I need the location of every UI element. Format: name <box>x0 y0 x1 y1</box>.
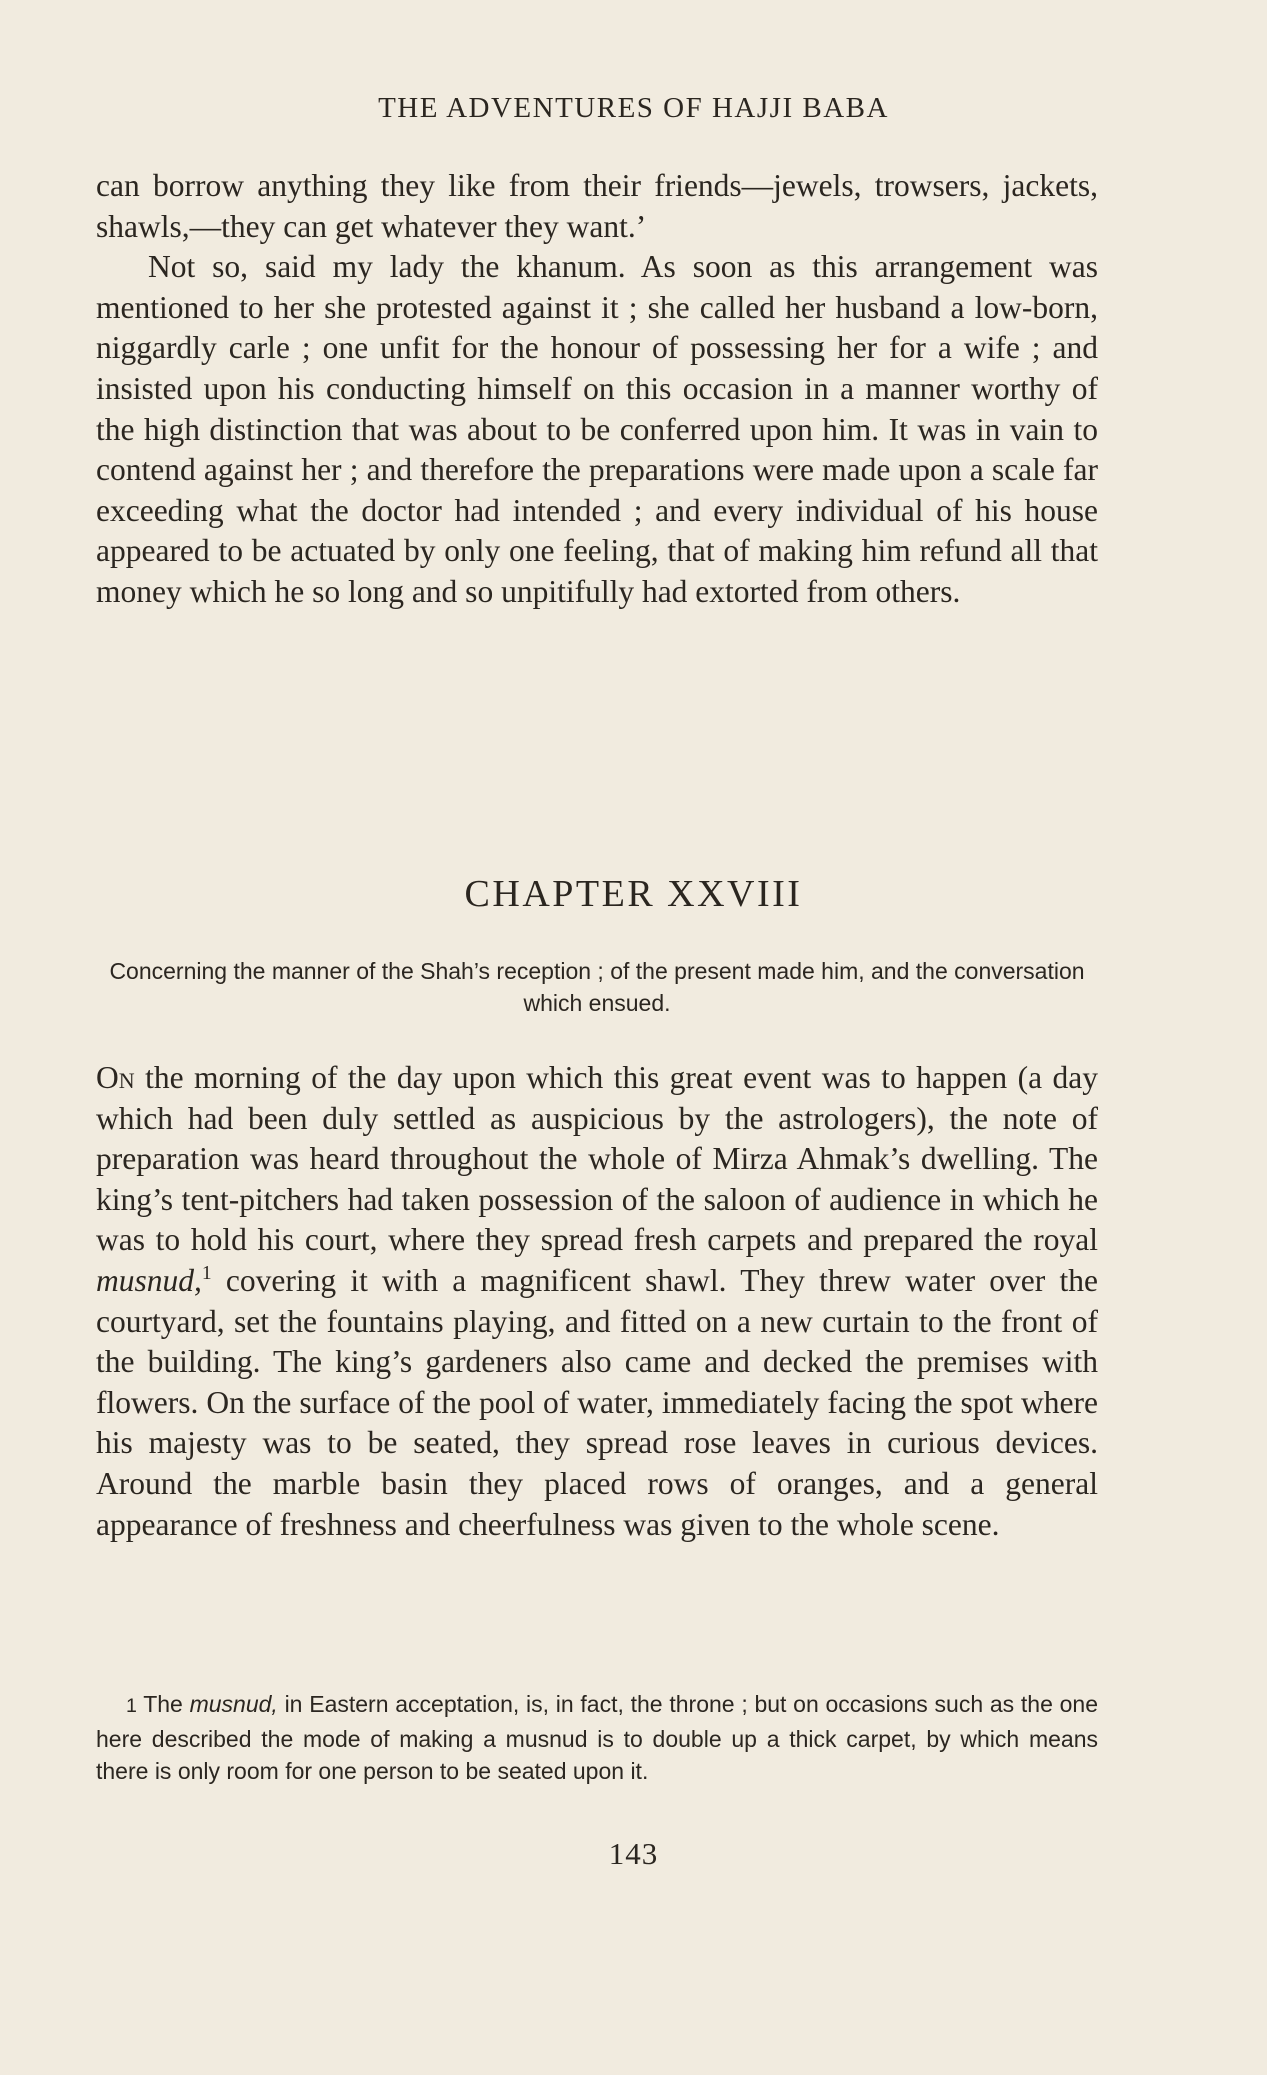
text-segment: covering it with a magnificent shawl. They threw water over the courtyard, set the fountains playing, and fitted on a new curtain to the front of the building. The king’s gardeners also came and decked the premises with flowers. On the surface of the pool of water, immediately facing the spot where his majesty was to be seated, they spread rose leaves in curious devices. Around the marble basin they placed rows of oranges, and a general appearance of freshness and cheerfulness was given to the whole scene. <box>96 1262 1098 1542</box>
continuation-text <box>96 166 1098 613</box>
text-segment: The <box>143 1691 190 1717</box>
chapter-text <box>96 1058 1098 1545</box>
paragraph: can borrow anything they like from their friends—jewels, trowsers, jackets, shawls,—they can get whatever they want.’ <box>96 168 1098 244</box>
page-number: 143 <box>608 1836 659 1871</box>
paragraph <box>96 1058 1098 1545</box>
chapter-title: CHAPTER XXVIII <box>464 873 803 915</box>
paragraph: Not so, said my lady the khanum. As soon as this arrangement was mentioned to her she protested against it ; she called her husband a low-born, niggardly carle ; one unfit for the honour of possessing her for a wife ; and insisted upon his conducting himself on this occasion in a manner worthy of the high distinction that was about to be conferred upon him. It was in vain to contend against her ; and therefore the preparations were made upon a scale far exceeding what the doctor had intended ; and every individual of his house appeared to be actuated by only one feeling, that of making him refund all that money which he so long and so unpitifully had extorted from others. <box>96 249 1098 609</box>
italic-term: musnud, <box>189 1691 278 1717</box>
footnote <box>96 1688 1098 1788</box>
text-segment: in Eastern acceptation, is, in fact, the throne ; but on occasions such as the one here described the mode of making a musnud is to double up a thick carpet, by which means there is only room for one person to be seated upon it. <box>96 1691 1098 1784</box>
italic-term: musnud, <box>96 1262 202 1298</box>
footnotes <box>96 1688 1098 1788</box>
running-head: THE ADVENTURES OF HAJJI BABA <box>378 92 889 124</box>
text-segment: the morning of the day upon which this great event was to happen (a day which had been duly settled as auspicious by the astrologers), the note of preparation was heard throughout the whole of Mirza Ahmak’s dwelling. The king’s tent-pitchers had taken possession of the saloon of audience in which he was to hold his court, where they spread fresh carpets and prepared the royal <box>96 1060 1098 1258</box>
chapter-summary: Concerning the manner of the Shah’s reception ; of the present made him, and the conversation which ensued. <box>109 958 1085 1016</box>
footnote-marker: 1 <box>126 1695 137 1717</box>
footnote-reference: 1 <box>201 1262 212 1284</box>
opening-word: On <box>96 1060 135 1095</box>
